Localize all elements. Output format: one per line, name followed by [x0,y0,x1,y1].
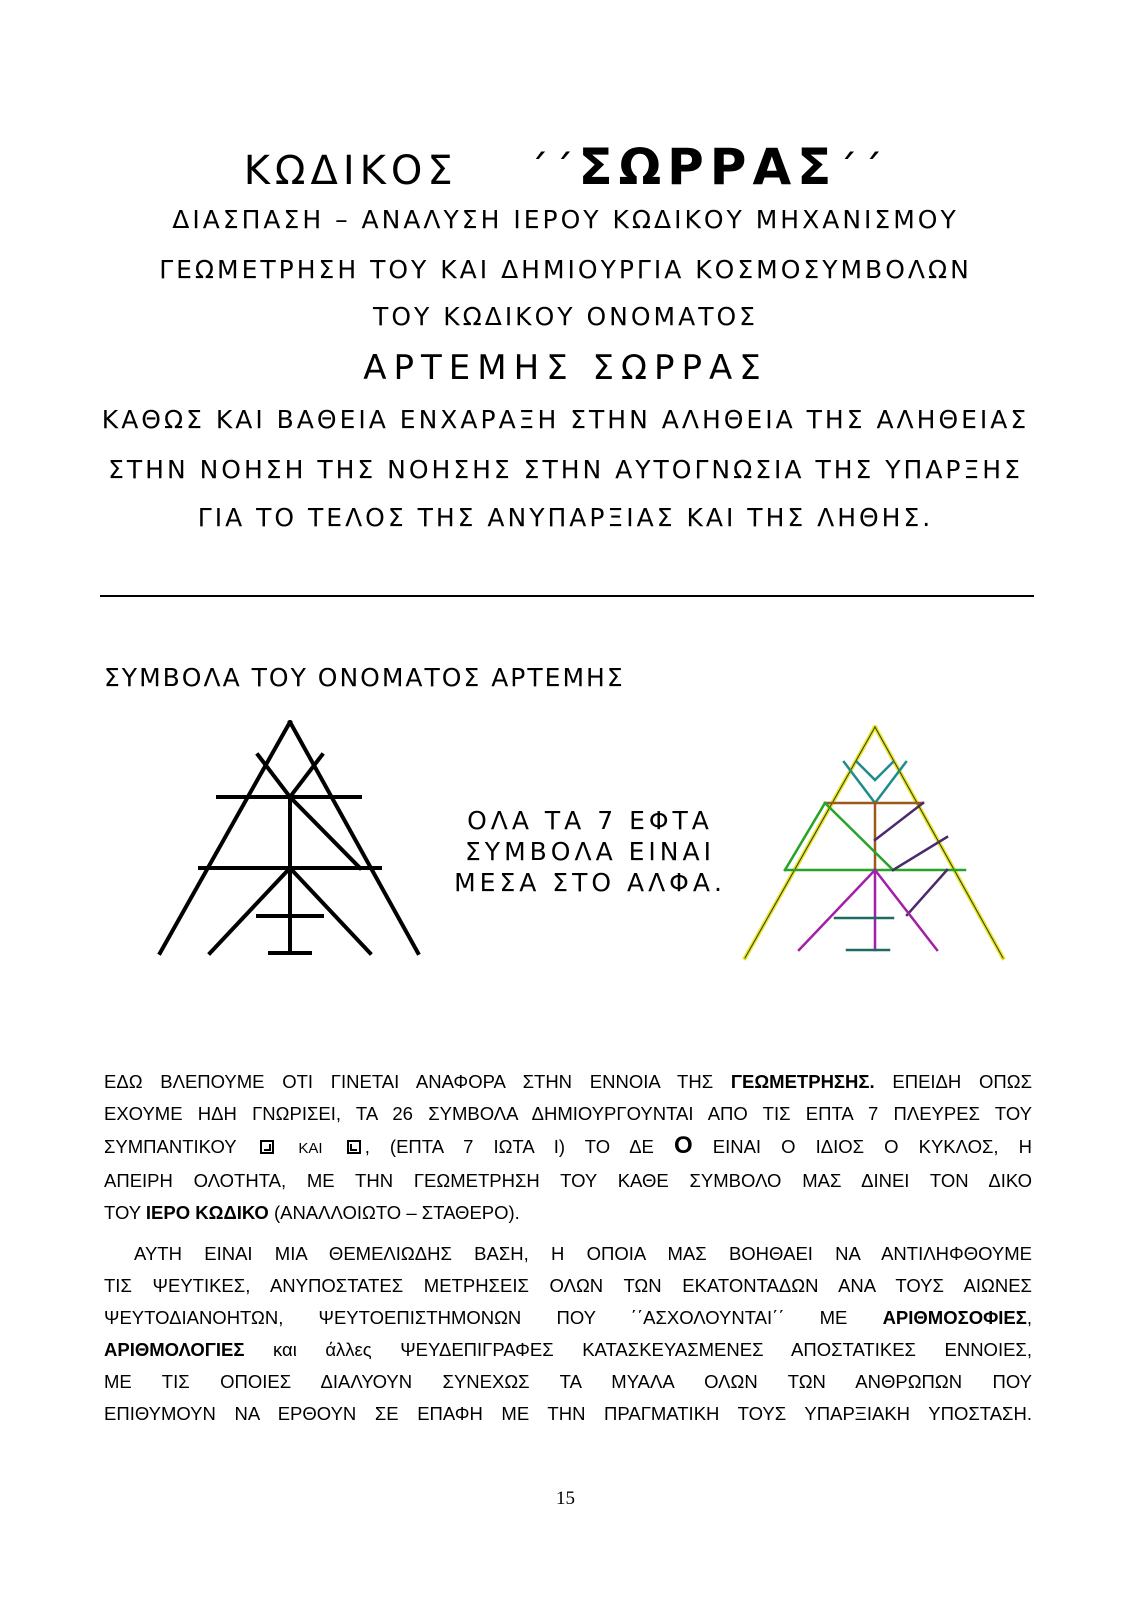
inner-v-left [844,762,875,803]
caption-line-1: ΟΛΑ ΤΑ 7 ΕΦΤΑ [467,806,713,835]
paragraph-1-line-2: ΕΧΟΥΜΕ ΗΔΗ ΓΝΩΡΙΣΕΙ, ΤΑ 26 ΣΥΜΒΟΛΑ ΔΗΜΙΟΥΡΓΟΥΝΤΑΙ ΑΠΟ ΤΙΣ ΕΠΤΑ 7 ΠΛΕΥΡΕΣ ΤΟΥ [104,1103,1032,1124]
paragraph-2 [104,1238,1032,1430]
page-number: 15 [556,1488,575,1509]
lower-x-left [799,870,875,950]
text-run: (ΑΝΑΛΛΟΙΩΤΟ – ΣΤΑΘΕΡΟ). [273,1202,520,1223]
subtitle-line-2: ΓΕΩΜΕΤΡΗΣΗ ΤΟΥ ΚΑΙ ΔΗΜΙΟΥΡΓΙΑ ΚΟΣΜΟΣΥΜΒΟΛΩΝ [159,255,972,284]
paragraph-2-line-3 [104,1302,1032,1334]
bold-term: ΑΡΙΘΜΟΛΟΓΙΕΣ [104,1339,245,1360]
paragraph-2-line-5: ΜΕ ΤΙΣ ΟΠΟΙΕΣ ΔΙΑΛΥΟΥΝ ΣΥΝΕΧΩΣ ΤΑ ΜΥΑΛΑ ΟΛΩΝ ΤΩΝ ΑΝΘΡΩΠΩΝ ΠΟΥ [104,1371,1032,1392]
center-diagonal [825,803,893,870]
text-run: και άλλες ΨΕΥΔΕΠΙΓΡΑΦΕΣ ΚΑΤΑΣΚΕΥΑΣΜΕΝΕΣ ΑΠΟΣΤΑΤΙΚΕΣ ΕΝΝΟΙΕΣ, [273,1339,1033,1360]
alpha-symbol-colored [737,725,1017,970]
inner-v-top [857,762,875,780]
paragraph-2-line-1: ΑΥΤΗ ΕΙΝΑΙ ΜΙΑ ΘΕΜΕΛΙΩΔΗΣ ΒΑΣΗ, Η ΟΠΟΙΑ ΜΑΣ ΒΟΗΘΑΕΙ ΝΑ ΑΝΤΙΛΗΦΘΟΥΜΕ [134,1243,1032,1264]
text-run: ΨΕΥΤΟΔΙΑΝΟΗΤΩΝ, ΨΕΥΤΟΕΠΙΣΤΗΜΟΝΩΝ ΠΟΥ ΄΄ΑΣΧΟΛΟΥΝΤΑΙ΄΄ ΜΕ [104,1307,848,1328]
lower-x-right [875,870,937,950]
title-prefix: ΚΩΔΙΚΟΣ [243,148,458,194]
bold-term: ΓΕΩΜΕΤΡΗΣΗΣ. [730,1071,875,1092]
title-main: ΣΩΡΡΑΣ [578,138,838,196]
caption-line-3: ΜΕΣΑ ΣΤΟ ΑΛΦΑ. [454,868,726,897]
text-run: , (ΕΠΤΑ 7 ΙΩΤΑ Ι) ΤΟ ΔΕ [364,1136,654,1157]
paragraph-2-line-2: ΤΙΣ ΨΕΥΤΙΚΕΣ, ΑΝΥΠΟΣΤΑΤΕΣ ΜΕΤΡΗΣΕΙΣ ΟΛΩΝ ΤΩΝ ΕΚΑΤΟΝΤΑΔΩΝ ΑΝΑ ΤΟΥΣ ΑΙΩΝΕΣ [104,1275,1032,1296]
paragraph-1 [104,1066,1032,1229]
bold-term: ΑΡΙΘΜΟΣΟΦΙΕΣ [882,1307,1027,1328]
title-open-quote: ΄΄ [528,148,579,194]
text-run: ΚΑΙ [298,1140,323,1157]
left-diagonal [785,803,825,870]
right-diagonal-3 [907,870,947,915]
subtitle-line-4: ΚΑΘΩΣ ΚΑΙ ΒΑΘΕΙΑ ΕΝΧΑΡΑΞΗ ΣΤΗΝ ΑΛΗΘΕΙΑ ΤΗΣ ΑΛΗΘΕΙΑΣ [101,405,1030,434]
right-diagonal-1 [875,803,923,840]
paragraph-2-line-4 [104,1334,1032,1366]
right-diagonal-2 [893,837,947,870]
text-run: ΣΥΜΠΑΝΤΙΚΟΥ [104,1136,237,1157]
subtitle-line-3: ΤΟΥ ΚΩΔΙΚΟΥ ΟΝΟΜΑΤΟΣ [373,302,758,331]
subtitle-line-1: ΔΙΑΣΠΑΣΗ – ΑΝΑΛΥΣΗ ΙΕΡΟΥ ΚΩΔΙΚΟΥ ΜΗΧΑΝΙΣΜΟΥ [172,205,959,234]
horizontal-divider [100,595,1034,597]
alpha-symbol-black [150,720,430,965]
inner-v-top-right [875,762,893,780]
paragraph-1-line-5 [104,1197,1032,1229]
text-run: ΕΙΝΑΙ Ο ΙΔΙΟΣ Ο ΚΥΚΛΟΣ, Η [712,1136,1032,1157]
paragraph-2-line-6: ΕΠΙΘΥΜΟΥΝ ΝΑ ΕΡΘΟΥΝ ΣΕ ΕΠΑΦΗ ΜΕ ΤΗΝ ΠΡΑΓΜΑΤΙΚΗ ΤΟΥΣ ΥΠΑΡΞΙΑΚΗ ΥΠΟΣΤΑΣΗ. [104,1403,1032,1424]
paragraph-1-line-4: ΑΠΕΙΡΗ ΟΛΟΤΗΤΑ, ΜΕ ΤΗΝ ΓΕΩΜΕΤΡΗΣΗ ΤΟΥ ΚΑΘΕ ΣΥΜΒΟΛΟ ΜΑΣ ΔΙΝΕΙ ΤΟΝ ΔΙΚΟ [104,1170,1032,1191]
paragraph-1-line-1 [104,1066,1032,1098]
outer-left-edge [745,727,875,958]
section-heading: ΣΥΜΒΟΛΑ ΤΟΥ ΟΝΟΜΑΤΟΣ ΑΡΤΕΜΗΣ [104,663,625,692]
text-run: ΤΟΥ [104,1202,141,1223]
title-close-quote: ΄΄ [837,148,888,194]
text-run: ΕΠΕΙΔΗ ΟΠΩΣ [892,1071,1033,1092]
text-run: , [1026,1307,1032,1328]
caption-line-2: ΣΥΜΒΟΛΑ ΕΙΝΑΙ [465,837,715,866]
text-run: ΕΔΩ ΒΛΕΠΟΥΜΕ ΟΤΙ ΓΙΝΕΤΑΙ ΑΝΑΦΟΡΑ ΣΤΗΝ ΕΝΝΟΙΑ ΤΗΣ [104,1071,714,1092]
meander-icon [260,1140,274,1154]
meander-reversed-icon [347,1140,361,1154]
document-title [0,138,1131,196]
inner-v-right [875,762,906,803]
bold-letter-omicron: Ο [673,1132,693,1159]
bold-term: ΙΕΡΟ ΚΩΔΙΚΟ [145,1202,269,1223]
paragraph-1-line-3 [104,1130,1032,1165]
name-heading: ΑΡΤΕΜΗΣ ΣΩΡΡΑΣ [363,348,768,388]
subtitle-line-6: ΓΙΑ ΤΟ ΤΕΛΟΣ ΤΗΣ ΑΝΥΠΑΡΞΙΑΣ ΚΑΙ ΤΗΣ ΛΗΘΗΣ. [197,503,934,532]
subtitle-line-5: ΣΤΗΝ ΝΟΗΣΗ ΤΗΣ ΝΟΗΣΗΣ ΣΤΗΝ ΑΥΤΟΓΝΩΣΙΑ ΤΗΣ ΥΠΑΡΞΗΣ [108,455,1023,484]
figure-caption [440,805,740,898]
